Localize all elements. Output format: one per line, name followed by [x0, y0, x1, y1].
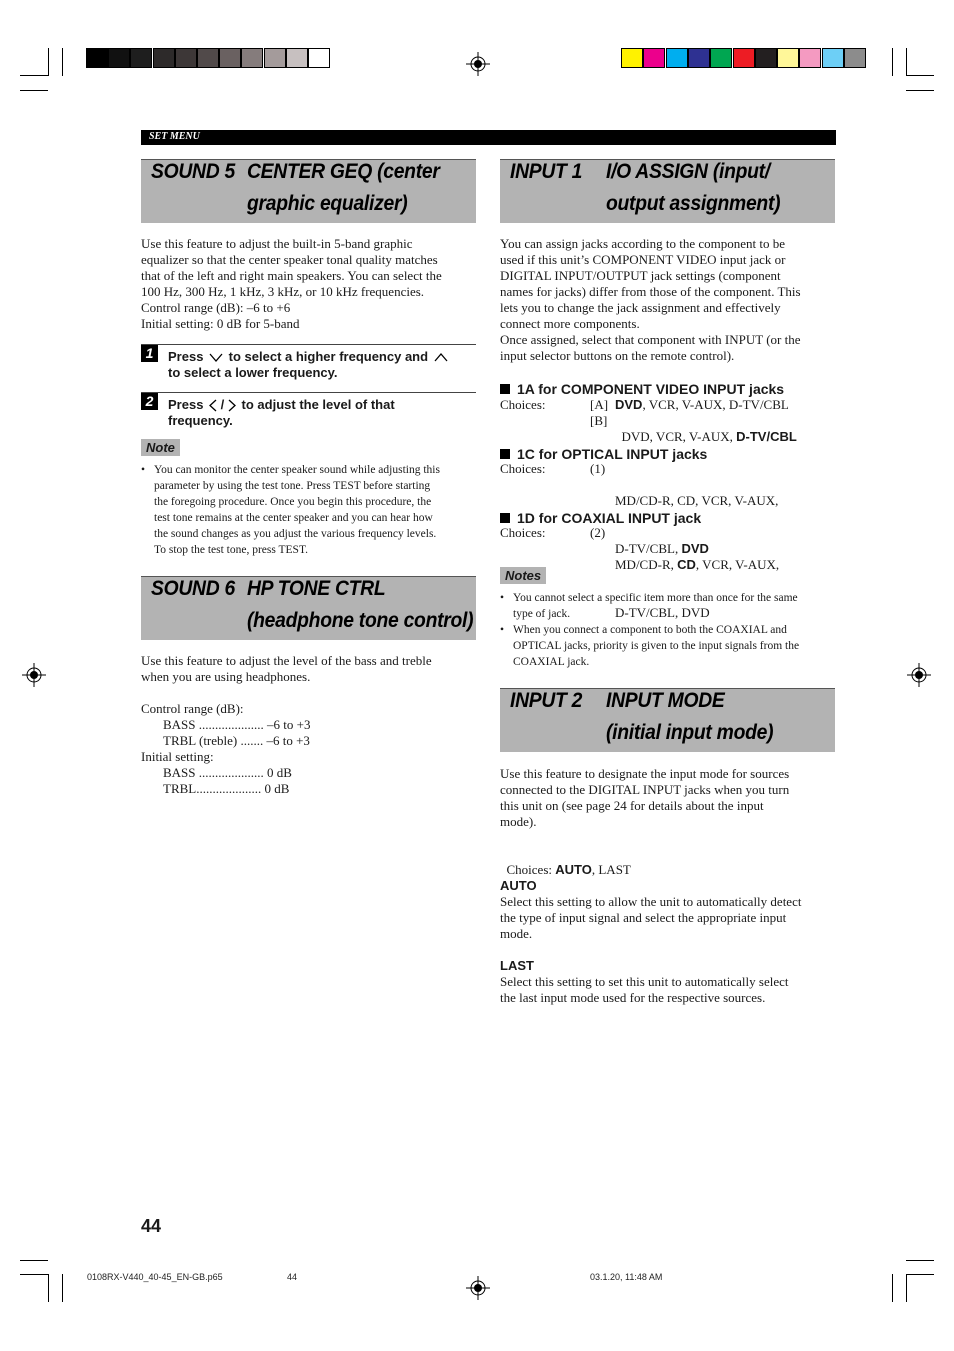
gray-swatch: [108, 48, 130, 68]
note-line: test tone remains at the center speaker and you can hear how: [154, 512, 433, 524]
gray-swatch: [175, 48, 197, 68]
chevron-down-icon: [209, 353, 223, 362]
text-line: lets you to change the jack assignment and effectively: [500, 300, 781, 315]
sound6-settings: [141, 701, 481, 797]
square-bullet-icon: [500, 513, 510, 523]
sub2-title: 1C for OPTICAL INPUT jacks: [517, 446, 708, 462]
sound5-title-code: SOUND 5: [151, 160, 235, 183]
note-item: [141, 462, 481, 558]
color-swatch: [733, 48, 755, 68]
step1-mid: to select a higher frequency and: [228, 349, 429, 364]
text-line: the last input mode used for the respective sources.: [500, 990, 766, 1005]
choices-label: Choices:: [506, 862, 556, 877]
text-line: that of the left and right main speakers. You can select the: [141, 268, 442, 283]
step1-end: to select a lower frequency.: [168, 365, 338, 380]
step2-end: frequency.: [168, 413, 233, 428]
text-line: connect more components.: [500, 316, 640, 331]
choice-line: MD/CD-R, CD, VCR, V-AUX,: [615, 493, 779, 508]
text-line: used if this unit’s COMPONENT VIDEO input jack or: [500, 252, 786, 267]
last-heading: LAST: [500, 958, 534, 973]
last-description: [500, 974, 845, 1006]
note-line: • You can monitor the center speaker sound while adjusting this: [154, 464, 440, 476]
step2-press: Press: [168, 397, 204, 412]
footer-date: 03.1.20, 11:48 AM: [590, 1272, 663, 1282]
choice-rest: , LAST: [591, 862, 631, 877]
control-range: Control range (dB): –6 to +6: [141, 300, 291, 315]
step1-rule: [141, 344, 476, 345]
input2-title-line2: (initial input mode): [606, 721, 774, 744]
choice-line: D-TV/CBL, DVD: [615, 605, 710, 620]
sub1-option-b-key: [B]: [590, 413, 608, 428]
note-line: the foregoing procedure. Once you begin this procedure, the: [154, 496, 432, 508]
sound6-title-line2: (headphone tone control): [247, 609, 474, 632]
default-choice: DVD: [615, 397, 643, 412]
input1-title-code: INPUT 1: [510, 160, 583, 183]
sub3-choices-label: Choices:: [500, 525, 546, 540]
input1-notes: [500, 590, 840, 670]
text-line: when you are using headphones.: [141, 669, 311, 684]
gray-swatch: [86, 48, 108, 68]
note-label: Note: [141, 439, 180, 456]
sub3-key: (2): [590, 525, 606, 540]
color-swatch: [799, 48, 821, 68]
sub1-choices-label: Choices:: [500, 397, 546, 412]
text-line: the type of input signal and select the appropriate input: [500, 910, 787, 925]
gray-swatch: [264, 48, 286, 68]
step2-text: [168, 397, 478, 429]
color-swatch: [822, 48, 844, 68]
text-line: names for jacks) differ from those of the component. This: [500, 284, 801, 299]
color-swatch: [621, 48, 643, 68]
sub1-heading: [500, 381, 784, 397]
note-line: • When you connect a component to both the COAXIAL and: [513, 624, 787, 636]
input2-description: [500, 766, 840, 830]
input1-description: [500, 236, 840, 364]
text-line: Use this feature to adjust the level of the bass and treble: [141, 653, 432, 668]
color-swatch: [777, 48, 799, 68]
default-choice: DVD: [681, 541, 709, 556]
input2-title-line1: INPUT MODE: [606, 689, 725, 712]
sound5-note: [141, 462, 481, 558]
text-line: DIGITAL INPUT/OUTPUT jack settings (component: [500, 268, 781, 283]
note-line: To stop the test tone, press TEST.: [154, 544, 309, 556]
text-line: Use this feature to adjust the built-in 5-band graphic: [141, 236, 413, 251]
chevron-up-icon: [434, 353, 448, 362]
color-swatch: [710, 48, 732, 68]
gray-swatch: [308, 48, 330, 68]
color-swatch: [688, 48, 710, 68]
step1-text: [168, 349, 478, 381]
sound5-title-line2: graphic equalizer): [247, 192, 408, 215]
gray-swatch: [130, 48, 152, 68]
step1-number: 1: [141, 345, 158, 362]
choice-rest: MD/CD-R,: [615, 557, 678, 572]
registration-mark-icon: [466, 1276, 490, 1300]
step2-mid: to adjust the level of that: [241, 397, 395, 412]
range-label: Control range (dB):: [141, 701, 244, 716]
sub1-title: 1A for COMPONENT VIDEO INPUT jacks: [517, 381, 785, 397]
sound6-description: [141, 653, 481, 685]
sub1-option-b: [615, 413, 797, 445]
page-number: 44: [141, 1216, 162, 1236]
sub2-choices-label: Choices:: [500, 461, 546, 476]
step2-rule: [141, 392, 476, 393]
chevron-left-icon: [209, 399, 217, 412]
square-bullet-icon: [500, 449, 510, 459]
sound6-title-line1: HP TONE CTRL: [247, 577, 386, 600]
text-line: mode.: [500, 926, 533, 941]
text-line: this unit on (see page 24 for details about the input: [500, 798, 764, 813]
sound5-title-line1: CENTER GEQ (center: [247, 160, 440, 183]
header-label: SET MENU: [149, 131, 200, 142]
step2-slash: /: [220, 397, 225, 412]
text-line: Use this feature to designate the input mode for sources: [500, 766, 790, 781]
text-line: You can assign jacks according to the component to be: [500, 236, 785, 251]
sub2-heading: [500, 446, 707, 462]
note-line: OPTICAL jacks, priority is given to the input signals from the: [513, 640, 800, 652]
note-item: [500, 622, 840, 670]
registration-mark-icon: [466, 52, 490, 76]
note-item: [500, 590, 840, 622]
trbl-range: TRBL (treble) ....... –6 to +3: [163, 733, 310, 748]
registration-mark-icon: [22, 663, 46, 687]
section-header-strip: [141, 130, 836, 145]
text-line: Select this setting to set this unit to automatically select: [500, 974, 789, 989]
note-line: parameter by using the test tone. Press TEST before starting: [154, 480, 431, 492]
choice-rest: DVD, VCR, V-AUX,: [621, 429, 737, 444]
gray-swatch: [241, 48, 263, 68]
text-line: input selector buttons on the remote control).: [500, 348, 735, 363]
registration-mark-icon: [907, 663, 931, 687]
text-line: Once assigned, select that component with INPUT (or the: [500, 332, 801, 347]
gray-swatch: [286, 48, 308, 68]
input1-title-line2: output assignment): [606, 192, 781, 215]
sub3-heading: [500, 510, 701, 526]
chevron-right-icon: [228, 399, 236, 412]
color-swatch: [844, 48, 866, 68]
initial-setting: Initial setting: 0 dB for 5-band: [141, 316, 300, 331]
default-choice: D-TV/CBL: [736, 429, 797, 444]
text-line: Select this setting to allow the unit to automatically detect: [500, 894, 802, 909]
text-line: mode).: [500, 814, 537, 829]
choice-rest: , VCR, V-AUX, D-TV/CBL: [642, 397, 789, 412]
footer-page: 44: [287, 1272, 298, 1282]
text-line: connected to the DIGITAL INPUT jacks when you turn: [500, 782, 790, 797]
gray-swatch: [153, 48, 175, 68]
input2-title-code: INPUT 2: [510, 689, 583, 712]
default-choice: CD: [677, 557, 696, 572]
choice-line: D-TV/CBL,: [615, 541, 682, 556]
auto-heading: AUTO: [500, 878, 537, 893]
initial-label: Initial setting:: [141, 749, 214, 764]
bass-range: BASS .................... –6 to +3: [163, 717, 311, 732]
note-line: type of jack.: [513, 608, 571, 620]
color-swatch: [643, 48, 665, 68]
sub2-key: (1): [590, 461, 606, 476]
gray-swatch: [219, 48, 241, 68]
note-line: the sound changes as you adjust the various frequency levels.: [154, 528, 437, 540]
gray-swatch: [197, 48, 219, 68]
input1-title-line1: I/O ASSIGN (input/: [606, 160, 770, 183]
sub1-option-a-key: [A]: [590, 397, 609, 412]
text-line: 100 Hz, 300 Hz, 1 kHz, 3 kHz, or 10 kHz frequencies.: [141, 284, 425, 299]
bass-initial: BASS .................... 0 dB: [163, 765, 292, 780]
square-bullet-icon: [500, 384, 510, 394]
trbl-initial: TRBL.................... 0 dB: [163, 781, 290, 796]
sound6-title-code: SOUND 6: [151, 577, 235, 600]
choice-rest: , VCR, V-AUX,: [695, 557, 780, 572]
sound5-description: [141, 236, 481, 332]
text-line: equalizer so that the center speaker tonal quality matches: [141, 252, 438, 267]
note-line: COAXIAL jack.: [513, 656, 590, 668]
color-swatch: [755, 48, 777, 68]
notes-label: Notes: [500, 567, 546, 584]
default-choice: AUTO: [555, 862, 592, 877]
sub3-title: 1D for COAXIAL INPUT jack: [517, 510, 702, 526]
step1-press: Press: [168, 349, 204, 364]
step2-number: 2: [141, 393, 158, 410]
footer-file: 0108RX-V440_40-45_EN-GB.p65: [87, 1272, 223, 1282]
sub1-option-a: [615, 397, 789, 413]
note-line: • You cannot select a specific item more than once for the same: [513, 592, 798, 604]
color-swatch: [666, 48, 688, 68]
auto-description: [500, 894, 845, 942]
input2-choices: [500, 846, 631, 878]
